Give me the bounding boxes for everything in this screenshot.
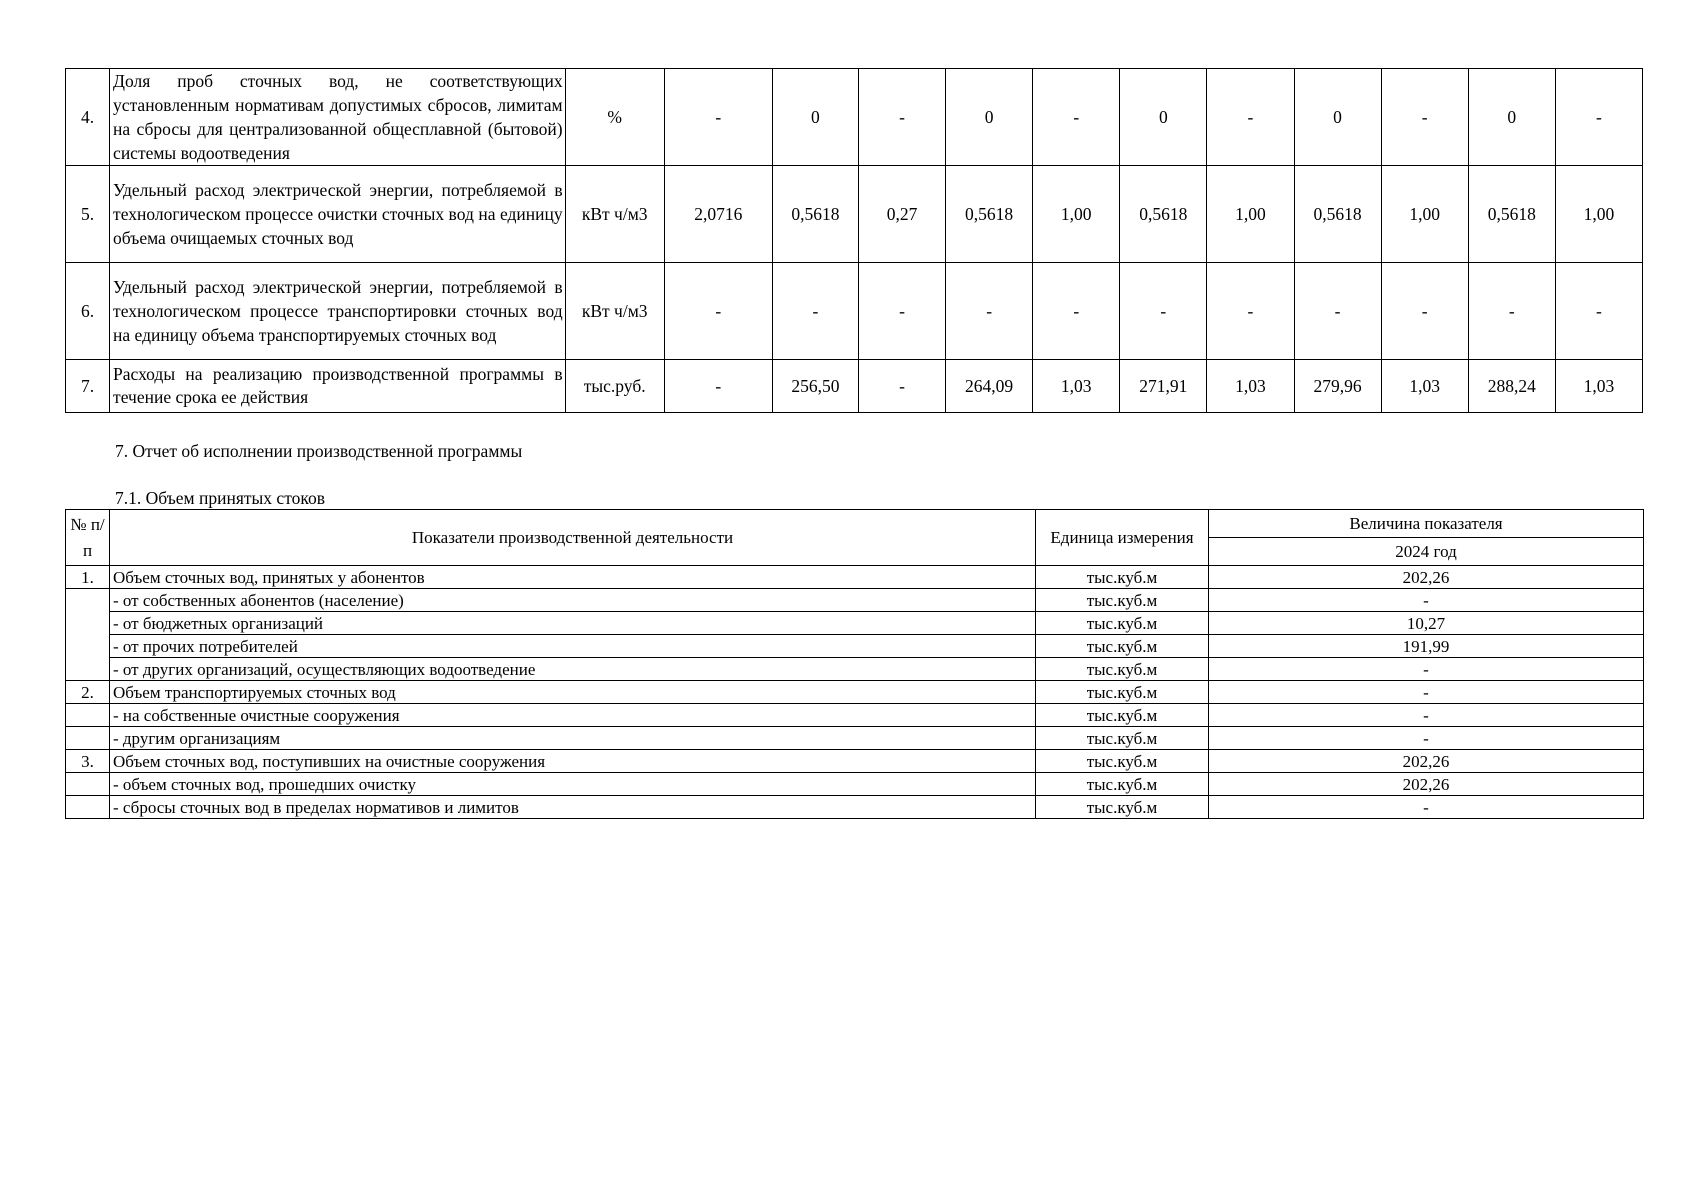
value-cell: 0: [1294, 69, 1381, 166]
table-row: [66, 635, 1644, 658]
value-cell: -: [1033, 263, 1120, 360]
value-cell: 1,00: [1207, 166, 1294, 263]
row-value: 10,27: [1209, 612, 1644, 635]
row-value: -: [1209, 589, 1644, 612]
row-number: [66, 589, 110, 681]
value-cell: -: [1207, 69, 1294, 166]
value-cell: 0,5618: [946, 166, 1033, 263]
table-row: [66, 566, 1644, 589]
indicators-table-body: [66, 69, 1643, 413]
row-value: 202,26: [1209, 773, 1644, 796]
row-description: Удельный расход электрической энергии, потребляемой в технологическом процессе транспортировки сточных вод на единицу объема транспортируемых сточных вод: [110, 263, 566, 360]
value-cell: 0: [1120, 69, 1207, 166]
header-unit: Единица измерения: [1036, 510, 1209, 566]
row-number: [66, 796, 110, 819]
table-row: [66, 727, 1644, 750]
row-unit: тыс.куб.м: [1036, 727, 1209, 750]
intake-table-body: [66, 510, 1644, 819]
row-name: Объем транспортируемых сточных вод: [110, 681, 1036, 704]
value-cell: 0,5618: [1468, 166, 1555, 263]
row-unit: тыс.куб.м: [1036, 635, 1209, 658]
row-number: 2.: [66, 681, 110, 704]
value-cell: 1,03: [1555, 360, 1642, 413]
value-cell: 271,91: [1120, 360, 1207, 413]
value-cell: -: [1033, 69, 1120, 166]
value-cell: -: [664, 263, 772, 360]
value-cell: -: [1555, 263, 1642, 360]
row-number: 1.: [66, 566, 110, 589]
value-cell: 279,96: [1294, 360, 1381, 413]
value-cell: -: [1120, 263, 1207, 360]
row-unit: %: [565, 69, 664, 166]
value-cell: 288,24: [1468, 360, 1555, 413]
row-name: - сбросы сточных вод в пределах нормативов и лимитов: [110, 796, 1036, 819]
header-num: № п/п: [66, 510, 110, 566]
value-cell: -: [946, 263, 1033, 360]
value-cell: -: [772, 263, 858, 360]
row-description: Удельный расход электрической энергии, потребляемой в технологическом процессе очистки сточных вод на единицу объема очищаемых сточных вод: [110, 166, 566, 263]
row-number: 7.: [66, 360, 110, 413]
table-row: [66, 69, 1643, 166]
row-description: Доля проб сточных вод, не соответствующих установленным нормативам допустимых сбросов, лимитам на сбросы для централизованной общесплавной (бытовой) системы водоотведения: [110, 69, 566, 166]
row-value: 191,99: [1209, 635, 1644, 658]
header-indicator: Показатели производственной деятельности: [110, 510, 1036, 566]
value-cell: -: [1555, 69, 1642, 166]
row-value: 202,26: [1209, 566, 1644, 589]
value-cell: -: [1468, 263, 1555, 360]
row-number: [66, 704, 110, 727]
value-cell: -: [1294, 263, 1381, 360]
value-cell: 0,27: [858, 166, 945, 263]
table-row: [66, 360, 1643, 413]
row-unit: тыс.куб.м: [1036, 750, 1209, 773]
value-cell: -: [858, 263, 945, 360]
row-name: - от собственных абонентов (население): [110, 589, 1036, 612]
table-row: [66, 263, 1643, 360]
row-value: -: [1209, 727, 1644, 750]
row-unit: тыс.куб.м: [1036, 773, 1209, 796]
row-value: -: [1209, 681, 1644, 704]
row-number: 3.: [66, 750, 110, 773]
row-name: Объем сточных вод, поступивших на очистные сооружения: [110, 750, 1036, 773]
row-name: - от бюджетных организаций: [110, 612, 1036, 635]
value-cell: 1,03: [1381, 360, 1468, 413]
row-unit: кВт ч/м3: [565, 263, 664, 360]
row-value: -: [1209, 704, 1644, 727]
row-unit: тыс.руб.: [565, 360, 664, 413]
value-cell: 0,5618: [1120, 166, 1207, 263]
value-cell: 0,5618: [1294, 166, 1381, 263]
value-cell: 2,0716: [664, 166, 772, 263]
row-name: Объем сточных вод, принятых у абонентов: [110, 566, 1036, 589]
table-row: [66, 658, 1644, 681]
row-number: 4.: [66, 69, 110, 166]
value-cell: 1,03: [1207, 360, 1294, 413]
intake-volume-table: [65, 509, 1644, 819]
table-header-row: [66, 510, 1644, 538]
row-unit: тыс.куб.м: [1036, 681, 1209, 704]
row-unit: тыс.куб.м: [1036, 612, 1209, 635]
value-cell: -: [858, 69, 945, 166]
table-row: [66, 681, 1644, 704]
row-number: 6.: [66, 263, 110, 360]
table-row: [66, 704, 1644, 727]
value-cell: 0: [946, 69, 1033, 166]
row-unit: тыс.куб.м: [1036, 796, 1209, 819]
value-cell: 1,00: [1555, 166, 1642, 263]
row-description: Расходы на реализацию производственной программы в течение срока ее действия: [110, 360, 566, 413]
row-name: - от прочих потребителей: [110, 635, 1036, 658]
row-name: - объем сточных вод, прошедших очистку: [110, 773, 1036, 796]
header-value-group: Величина показателя: [1209, 510, 1644, 538]
row-value: -: [1209, 658, 1644, 681]
header-year: 2024 год: [1209, 538, 1644, 566]
value-cell: 0: [772, 69, 858, 166]
value-cell: 1,00: [1033, 166, 1120, 263]
subsection-title: 7.1. Объем принятых стоков: [115, 488, 325, 508]
value-cell: -: [858, 360, 945, 413]
row-value: 202,26: [1209, 750, 1644, 773]
table-row: [66, 796, 1644, 819]
table-row: [66, 750, 1644, 773]
row-unit: тыс.куб.м: [1036, 704, 1209, 727]
row-name: - другим организациям: [110, 727, 1036, 750]
table-row: [66, 589, 1644, 612]
indicators-table: [65, 68, 1643, 413]
value-cell: -: [664, 360, 772, 413]
value-cell: -: [1381, 263, 1468, 360]
value-cell: 0,5618: [772, 166, 858, 263]
value-cell: 256,50: [772, 360, 858, 413]
row-unit: тыс.куб.м: [1036, 589, 1209, 612]
value-cell: 264,09: [946, 360, 1033, 413]
table-row: [66, 773, 1644, 796]
value-cell: -: [1381, 69, 1468, 166]
table-row: [66, 166, 1643, 263]
row-name: - от других организаций, осуществляющих водоотведение: [110, 658, 1036, 681]
row-unit: кВт ч/м3: [565, 166, 664, 263]
row-number: [66, 727, 110, 750]
value-cell: -: [664, 69, 772, 166]
value-cell: 1,00: [1381, 166, 1468, 263]
row-unit: тыс.куб.м: [1036, 658, 1209, 681]
value-cell: 0: [1468, 69, 1555, 166]
row-number: 5.: [66, 166, 110, 263]
value-cell: -: [1207, 263, 1294, 360]
table-row: [66, 612, 1644, 635]
section-title: 7. Отчет об исполнении производственной программы: [115, 441, 523, 461]
value-cell: 1,03: [1033, 360, 1120, 413]
row-name: - на собственные очистные сооружения: [110, 704, 1036, 727]
row-number: [66, 773, 110, 796]
row-value: -: [1209, 796, 1644, 819]
row-unit: тыс.куб.м: [1036, 566, 1209, 589]
